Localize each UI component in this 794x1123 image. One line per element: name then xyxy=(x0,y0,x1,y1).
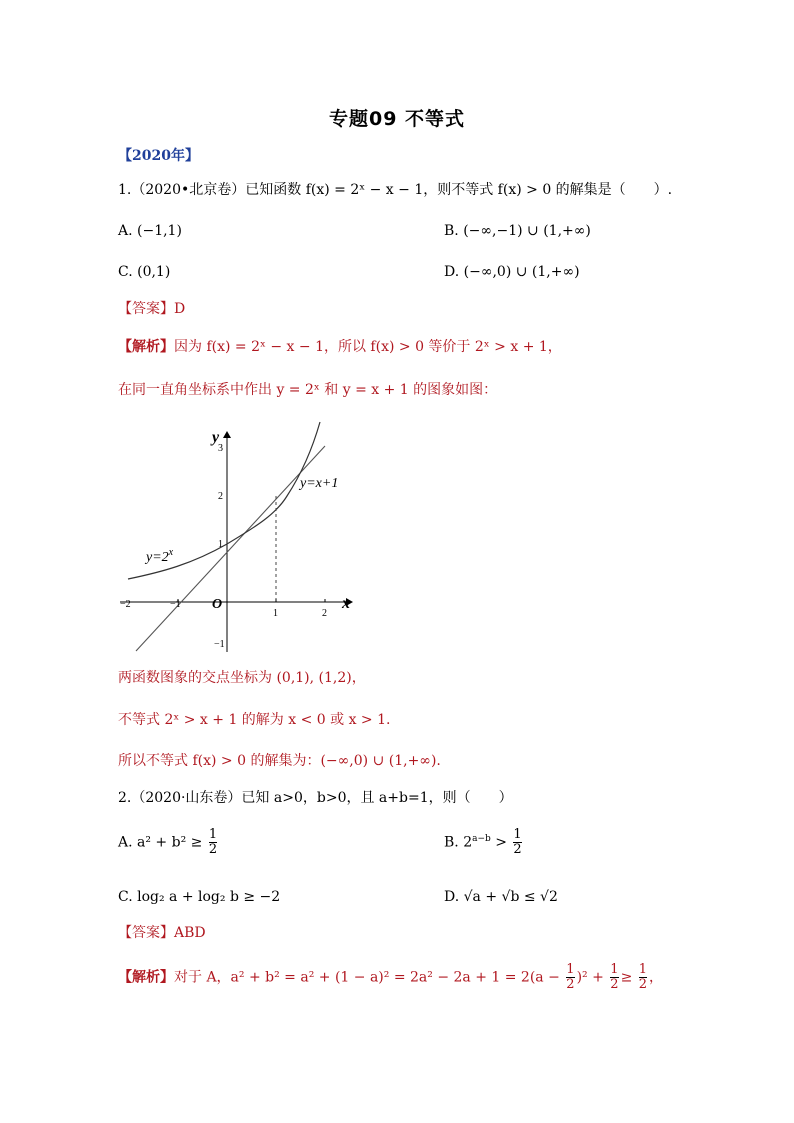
x-axis-label: x xyxy=(342,595,350,612)
analysis-label: 【解析】 xyxy=(118,339,174,355)
q2-stem: 2.（2020·山东卷）已知 a>0，b>0，且 a+b=1，则（ ） xyxy=(118,790,513,806)
page-title: 专题09 不等式 xyxy=(328,108,466,130)
y-axis-label: y xyxy=(212,429,220,446)
q1-option-b: B. (−∞,−1) ∪ (1,+∞) xyxy=(444,223,591,239)
q2-option-c: C. log₂ a + log₂ b ≥ −2 xyxy=(118,889,281,905)
y-tick-2: 2 xyxy=(218,491,223,502)
origin-label: O xyxy=(212,597,223,612)
year-tag: 【2020年】 xyxy=(118,148,199,164)
q1-option-c: C. (0,1) xyxy=(118,264,171,280)
curve-label: $y=2^x$ xyxy=(146,547,174,565)
q1-analysis-line-4: 不等式 2ˣ > x + 1 的解为 x < 0 或 x > 1. xyxy=(118,712,391,728)
y-tick-minus-1: −1 xyxy=(214,639,225,650)
q1-analysis-line-3: 两函数图象的交点坐标为 (0,1), (1,2)， xyxy=(118,670,366,686)
q2-analysis-line-1: 【解析】对于 A，a² + b² = a² + (1 − a)² = 2a² − 2a + 1 = 2(a − $\frac{1}{2}$ )² + $\frac{1}{2}$ ≥ $\frac{1}{2}$ ， xyxy=(118,962,664,992)
q1-stem: 1.（2020•北京卷）已知函数 f(x) = 2ˣ − x − 1，则不等式 f(x) > 0 的解集是（ ）. xyxy=(118,182,673,198)
y-tick-1: 1 xyxy=(218,539,223,550)
q2-option-d: D. √a + √b ≤ √2 xyxy=(444,889,558,905)
q2-option-b: B. $2^{a-b}$ > $\frac{1}{2}$ xyxy=(444,827,522,857)
q1-option-a: A. (−1,1) xyxy=(118,223,182,239)
analysis-text: 因为 f(x) = 2ˣ − x − 1，所以 f(x) > 0 等价于 2ˣ > x + 1， xyxy=(174,339,562,355)
line-y-x-plus-1 xyxy=(136,446,325,651)
fraction: $\frac{1}{2}$ xyxy=(208,827,218,857)
q1-answer: 【答案】D xyxy=(118,301,186,317)
q1-option-d: D. (−∞,0) ∪ (1,+∞) xyxy=(444,264,580,280)
q1-analysis-line-5: 所以不等式 f(x) > 0 的解集为：(−∞,0) ∪ (1,+∞). xyxy=(118,753,441,769)
function-graph xyxy=(112,420,362,655)
x-tick-2: 2 xyxy=(322,608,327,619)
x-tick-minus-2: −2 xyxy=(120,599,131,610)
q2-option-a: A. a² + b² ≥ $\frac{1}{2}$ xyxy=(118,827,218,857)
y-tick-3: 3 xyxy=(218,443,223,454)
fraction: $\frac{1}{2}$ xyxy=(610,962,619,992)
q1-analysis-line-2: 在同一直角坐标系中作出 y = 2ˣ 和 y = x + 1 的图象如图： xyxy=(118,382,498,398)
q2-answer: 【答案】ABD xyxy=(118,925,206,941)
fraction: $\frac{1}{2}$ xyxy=(513,827,522,857)
fraction: $\frac{1}{2}$ xyxy=(638,962,648,992)
x-tick-minus-1: −1 xyxy=(170,599,181,610)
q1-analysis-line-1 xyxy=(118,337,562,357)
line-label: y=x+1 xyxy=(300,476,339,491)
fraction: $\frac{1}{2}$ xyxy=(566,962,575,992)
x-tick-1: 1 xyxy=(273,608,278,619)
